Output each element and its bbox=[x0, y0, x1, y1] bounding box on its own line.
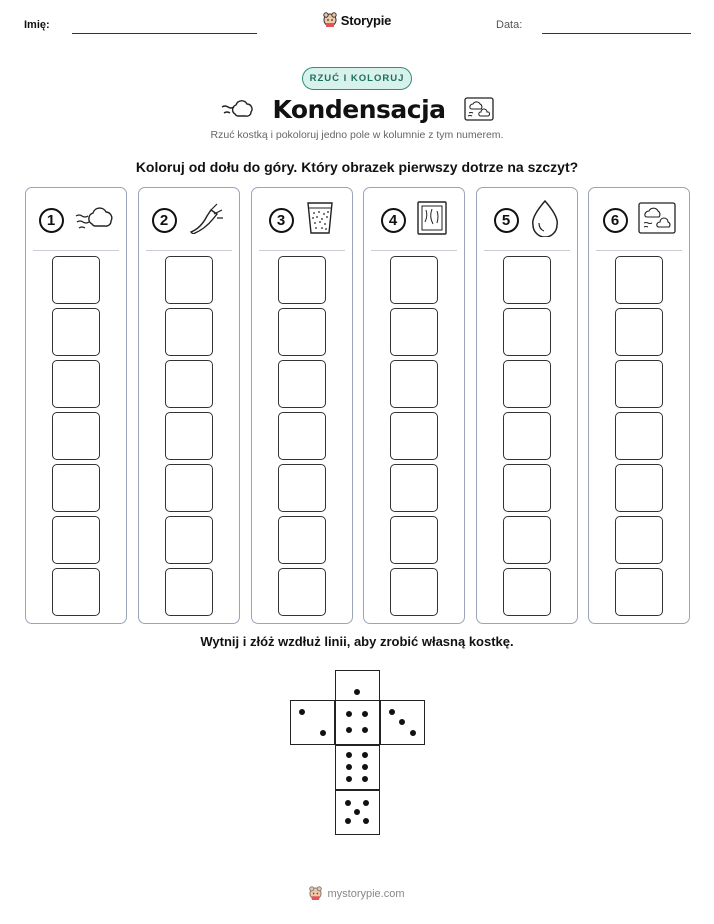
column-2 bbox=[138, 187, 240, 624]
color-cell[interactable] bbox=[165, 256, 213, 304]
water-drop-icon bbox=[529, 199, 561, 242]
color-cell[interactable] bbox=[615, 464, 663, 512]
clouds-icon bbox=[464, 97, 494, 121]
footer-url: mystorypie.com bbox=[327, 887, 405, 900]
color-cell[interactable] bbox=[503, 308, 551, 356]
color-cell[interactable] bbox=[52, 464, 100, 512]
color-cell[interactable] bbox=[503, 464, 551, 512]
color-cell[interactable] bbox=[390, 568, 438, 616]
color-cell[interactable] bbox=[52, 412, 100, 460]
die-pip bbox=[299, 709, 305, 715]
die-pip bbox=[354, 809, 360, 815]
column-divider bbox=[371, 250, 457, 251]
name-line bbox=[72, 33, 257, 34]
die-face-5 bbox=[335, 790, 380, 835]
die-pip bbox=[362, 776, 368, 782]
steam-cloud-icon bbox=[74, 202, 114, 239]
instruction: Koloruj od dołu do góry. Który obrazek pierwszy dotrze na szczyt? bbox=[135, 159, 579, 175]
brand-name: Storypie bbox=[340, 12, 392, 28]
color-cell[interactable] bbox=[615, 360, 663, 408]
column-4 bbox=[363, 187, 465, 624]
column-header bbox=[364, 198, 464, 242]
die-pip bbox=[320, 730, 326, 736]
title-row bbox=[0, 93, 714, 125]
activity-badge: RZUĆ I KOLORUJ bbox=[302, 67, 412, 90]
color-cell[interactable] bbox=[52, 308, 100, 356]
column-header bbox=[589, 198, 689, 242]
name-label: Imię: bbox=[24, 19, 50, 31]
color-cell[interactable] bbox=[165, 516, 213, 564]
die-pip bbox=[389, 709, 395, 715]
die-face-2 bbox=[290, 700, 335, 745]
color-cell[interactable] bbox=[503, 516, 551, 564]
die-pip bbox=[362, 764, 368, 770]
die-face-6 bbox=[335, 745, 380, 790]
page-title: Kondensacja bbox=[272, 94, 446, 124]
color-cell[interactable] bbox=[390, 464, 438, 512]
date-line bbox=[542, 33, 691, 34]
storypie-logo-icon bbox=[323, 12, 337, 28]
color-cell[interactable] bbox=[52, 568, 100, 616]
color-cell[interactable] bbox=[165, 360, 213, 408]
date-label: Data: bbox=[496, 19, 523, 31]
column-5 bbox=[476, 187, 578, 624]
die-pip bbox=[399, 719, 405, 725]
die-pip bbox=[362, 727, 368, 733]
brand bbox=[0, 12, 714, 28]
subtitle: Rzuć kostką i pokoloruj jedno pole w kolumnie z tym numerem. bbox=[210, 129, 504, 141]
color-cell[interactable] bbox=[52, 360, 100, 408]
die-pip bbox=[345, 800, 351, 806]
column-6 bbox=[588, 187, 690, 624]
column-3 bbox=[251, 187, 353, 624]
color-cell[interactable] bbox=[278, 464, 326, 512]
color-cell[interactable] bbox=[615, 516, 663, 564]
foggy-window-icon bbox=[416, 200, 448, 241]
column-divider bbox=[146, 250, 232, 251]
color-cell[interactable] bbox=[278, 568, 326, 616]
die-pip bbox=[346, 711, 352, 717]
die-pip bbox=[346, 727, 352, 733]
die-pip bbox=[363, 800, 369, 806]
color-cell[interactable] bbox=[52, 516, 100, 564]
die-pip bbox=[362, 711, 368, 717]
die-pip bbox=[354, 689, 360, 695]
column-number: 6 bbox=[603, 208, 628, 233]
column-divider bbox=[596, 250, 682, 251]
steam-cloud-icon bbox=[220, 97, 254, 121]
color-cell[interactable] bbox=[390, 412, 438, 460]
color-cell[interactable] bbox=[278, 256, 326, 304]
die-pip bbox=[346, 764, 352, 770]
color-cell[interactable] bbox=[390, 308, 438, 356]
column-1 bbox=[25, 187, 127, 624]
color-cell[interactable] bbox=[165, 568, 213, 616]
column-divider bbox=[484, 250, 570, 251]
die-face-3 bbox=[380, 700, 425, 745]
color-cell[interactable] bbox=[615, 412, 663, 460]
die-pip bbox=[345, 818, 351, 824]
die-pip bbox=[410, 730, 416, 736]
column-header bbox=[252, 198, 352, 242]
color-cell[interactable] bbox=[165, 308, 213, 356]
color-cell[interactable] bbox=[278, 516, 326, 564]
column-header bbox=[139, 198, 239, 242]
column-divider bbox=[259, 250, 345, 251]
color-cell[interactable] bbox=[278, 308, 326, 356]
color-cell[interactable] bbox=[503, 256, 551, 304]
color-cell[interactable] bbox=[165, 464, 213, 512]
die-pip bbox=[346, 752, 352, 758]
color-cell[interactable] bbox=[503, 360, 551, 408]
column-header bbox=[477, 198, 577, 242]
column-number: 2 bbox=[152, 208, 177, 233]
storypie-logo-icon bbox=[309, 886, 322, 901]
die-face-4 bbox=[335, 700, 380, 745]
color-cell[interactable] bbox=[615, 256, 663, 304]
column-number: 3 bbox=[269, 208, 294, 233]
column-divider bbox=[33, 250, 119, 251]
color-cell[interactable] bbox=[278, 412, 326, 460]
column-number: 4 bbox=[381, 208, 406, 233]
die-instruction: Wytnij i złóż wzdłuż linii, aby zrobić własną kostkę. bbox=[200, 634, 514, 649]
footer bbox=[0, 886, 714, 901]
cold-glass-icon bbox=[304, 200, 336, 241]
color-cell[interactable] bbox=[278, 360, 326, 408]
die-pip bbox=[346, 776, 352, 782]
column-header bbox=[26, 198, 126, 242]
color-cell[interactable] bbox=[503, 412, 551, 460]
column-number: 1 bbox=[39, 208, 64, 233]
color-cell[interactable] bbox=[503, 568, 551, 616]
color-cell[interactable] bbox=[615, 308, 663, 356]
color-cell[interactable] bbox=[165, 412, 213, 460]
color-cell[interactable] bbox=[390, 256, 438, 304]
color-cell[interactable] bbox=[390, 516, 438, 564]
die-pip bbox=[362, 752, 368, 758]
column-number: 5 bbox=[494, 208, 519, 233]
color-cell[interactable] bbox=[615, 568, 663, 616]
clouds-icon bbox=[638, 202, 676, 239]
kettle-spout-icon bbox=[187, 202, 227, 239]
die-pip bbox=[363, 818, 369, 824]
color-cell[interactable] bbox=[52, 256, 100, 304]
color-cell[interactable] bbox=[390, 360, 438, 408]
